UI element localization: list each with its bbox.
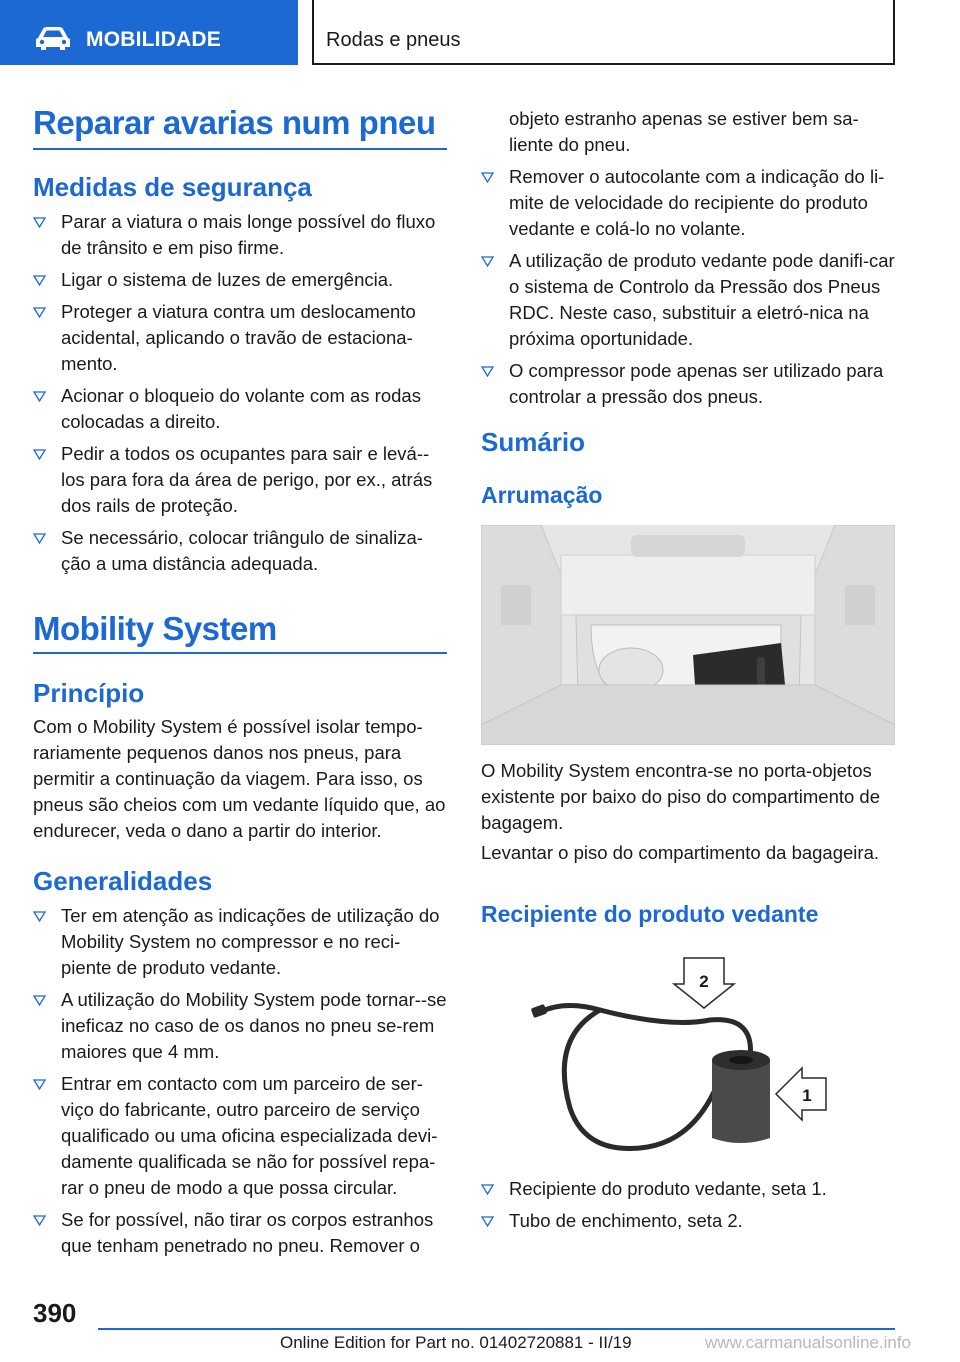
mobility-title-rule — [33, 652, 447, 654]
bullet-triangle-icon — [33, 307, 46, 318]
bullet-triangle-icon — [33, 1079, 46, 1090]
page-title: Reparar avarias num pneu — [33, 104, 436, 141]
filling-hose — [540, 1005, 751, 1058]
bullet-triangle-icon — [33, 449, 46, 460]
summary-heading: Sumário — [481, 427, 586, 457]
principle-text: Com o Mobility System é possível isolar tempo‐rariamente pequenos danos nos pneus, para permitir a continuação da viagem. Para isso, os pneus são cheios com um vedante líquido que, ao endurecer, veda o dano a partir do interior. — [33, 716, 446, 841]
car-icon — [34, 24, 72, 52]
storage-text: O Mobility System encontra-se no porta-objetos existente por baixo do piso do compartimento de bagagem. — [481, 760, 881, 833]
storage-heading: Arrumação — [481, 482, 603, 508]
list-item: Pedir a todos os ocupantes para sair e levá‐-los para fora da área de perigo, por ex., atrás dos rails de proteção. — [33, 441, 447, 519]
bullet-triangle-icon — [33, 533, 46, 544]
safety-list — [33, 209, 447, 583]
edition-note: Online Edition for Part no. 01402720881 - II/19 — [280, 1333, 632, 1352]
header-section-label: MOBILIDADE — [86, 28, 221, 51]
list-item: Acionar o bloqueio do volante com as rodas colocadas a direito. — [33, 383, 447, 435]
arrow-2-label: 2 — [699, 972, 709, 991]
list-item: Se for possível, não tirar os corpos estranhos que tenham penetrado no pneu. Remover o — [33, 1207, 447, 1259]
list-item: Entrar em contacto com um parceiro de ser‐viço do fabricante, outro parceiro de serviço qualificado ou uma oficina especializada devi‐damente qualificada se não for possível repa‐rar o pneu de modo a que possa circular. — [33, 1071, 447, 1201]
trunk-storage-illustration — [481, 525, 895, 745]
storage-instruction: Levantar o piso do compartimento da bagageira. — [481, 842, 880, 863]
bullet-triangle-icon — [481, 1184, 494, 1195]
bullet-triangle-icon — [33, 1215, 46, 1226]
header-section-tab — [0, 0, 298, 65]
sealant-container — [712, 1060, 770, 1143]
general-heading: Generalidades — [33, 866, 213, 896]
title-rule — [33, 148, 447, 150]
list-item: A utilização do Mobility System pode tornar‐-se ineficaz no caso de os danos no pneu se‐rem maiores que 4 mm. — [33, 987, 447, 1065]
bullet-triangle-icon — [481, 366, 494, 377]
container-list — [481, 1176, 895, 1240]
general-list — [33, 903, 447, 1265]
arrow-2 — [674, 958, 734, 1008]
list-item: Ligar o sistema de luzes de emergência. — [33, 267, 447, 293]
list-item: objeto estranho apenas se estiver bem sa‐liente do pneu. — [509, 108, 859, 155]
list-item: Se necessário, colocar triângulo de sinaliza‐ção a uma distância adequada. — [33, 525, 447, 577]
continued-list — [481, 106, 895, 416]
bullet-triangle-icon — [33, 911, 46, 922]
safety-heading: Medidas de segurança — [33, 172, 312, 202]
list-item: A utilização de produto vedante pode danifi‐car o sistema de Controlo da Pressão dos Pneus RDC. Neste caso, substituir a eletró‐nica na próxima oportunidade. — [481, 248, 895, 352]
list-item: Remover o autocolante com a indicação do li‐mite de velocidade do recipiente do produto vedante e colá-lo no volante. — [481, 164, 895, 242]
principle-heading: Princípio — [33, 678, 145, 708]
list-item: O compressor pode apenas ser utilizado para controlar a pressão dos pneus. — [481, 358, 895, 410]
container-heading: Recipiente do produto vedante — [481, 901, 819, 927]
list-item: Tubo de enchimento, seta 2. — [481, 1208, 895, 1234]
bullet-triangle-icon — [481, 172, 494, 183]
bullet-triangle-icon — [481, 256, 494, 267]
bullet-triangle-icon — [481, 1216, 494, 1227]
bullet-triangle-icon — [33, 217, 46, 228]
list-item: Ter em atenção as indicações de utilização do Mobility System no compressor e no reci‐piente de produto vedante. — [33, 903, 447, 981]
header-chapter-label: Rodas e pneus — [326, 29, 461, 51]
arrow-1-label: 1 — [802, 1086, 812, 1105]
bullet-triangle-icon — [33, 995, 46, 1006]
list-item: Proteger a viatura contra um deslocamento acidental, aplicando o travão de estaciona‐mento. — [33, 299, 447, 377]
trunk-photo — [481, 525, 895, 745]
page-number: 390 — [33, 1298, 77, 1328]
list-item: Parar a viatura o mais longe possível do fluxo de trânsito e em piso firme. — [33, 209, 447, 261]
list-item: Recipiente do produto vedante, seta 1. — [481, 1176, 895, 1202]
footer-rule — [98, 1328, 895, 1330]
bullet-triangle-icon — [33, 391, 46, 402]
watermark-site: www.carmanualsonline.info — [705, 1333, 911, 1352]
sealant-container-illustration — [520, 948, 840, 1168]
arrow-1 — [776, 1068, 826, 1120]
bullet-triangle-icon — [33, 275, 46, 286]
mobility-system-title: Mobility System — [33, 610, 277, 647]
